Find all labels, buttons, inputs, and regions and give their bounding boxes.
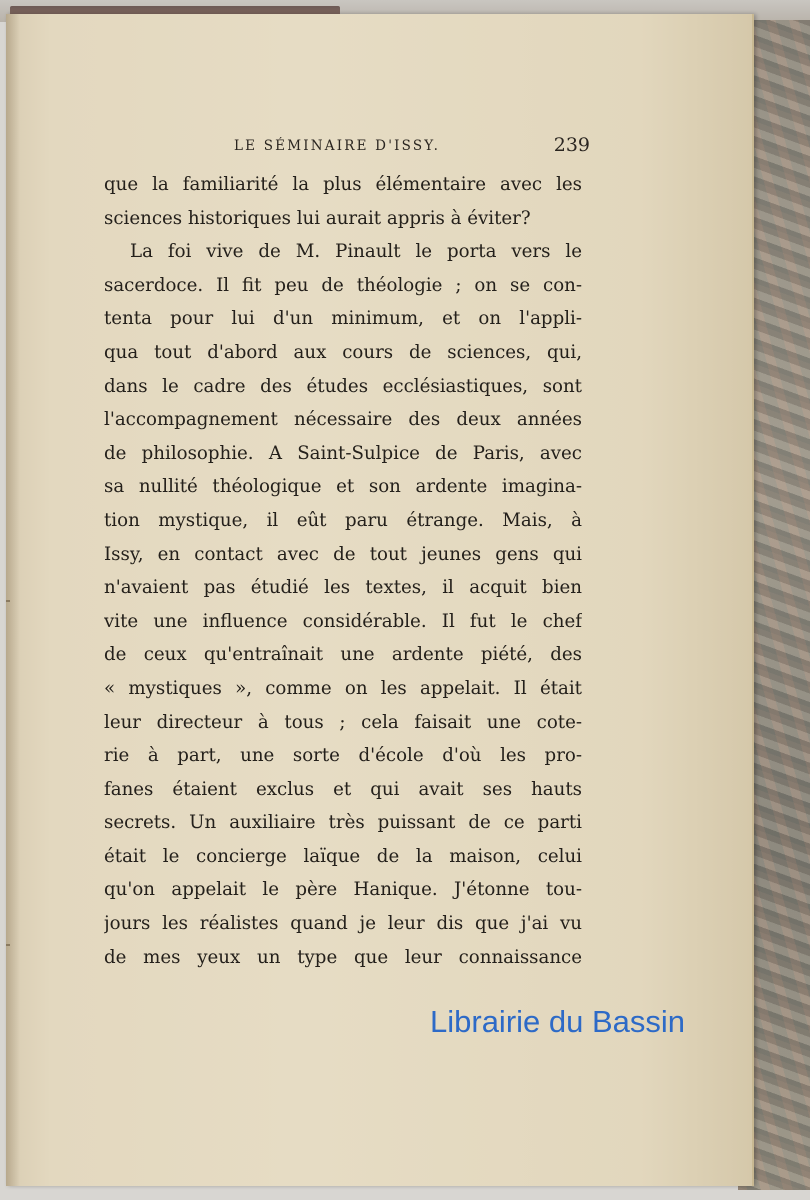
text-line: que la familiarité la plus élémentaire avec les (104, 174, 582, 195)
text-line: de mes yeux un type que leur connaissance (104, 946, 582, 968)
text-line: dans le cadre des études ecclésiastiques, sont (104, 375, 582, 397)
text-line: La foi vive de M. Pinault le porta vers le (130, 241, 582, 263)
watermark: Librairie du Bassin (430, 1004, 686, 1039)
text-line: vite une influence considérable. Il fut le chef (104, 610, 582, 632)
running-header (100, 136, 590, 160)
text-line: sciences historiques lui aurait appris à éviter? (104, 207, 531, 229)
text-line: leur directeur à tous ; cela faisait une cote- (104, 711, 582, 733)
text-line: « mystiques », comme on les appelait. Il était (104, 677, 582, 699)
text-line: Issy, en contact avec de tout jeunes gens qui (104, 543, 582, 565)
text-line: qua tout d'abord aux cours de sciences, qui, (104, 341, 582, 363)
text-line: n'avaient pas étudié les textes, il acquit bien (104, 577, 582, 599)
text-line: qu'on appelait le père Hanique. J'étonne tou- (104, 879, 582, 901)
text-line: fanes étaient exclus et qui avait ses hauts (104, 778, 582, 800)
text-line: de ceux qu'entraînait une ardente piété, des (104, 644, 582, 666)
text-line: de philosophie. A Saint-Sulpice de Paris, avec (104, 442, 582, 464)
gutter-mark (6, 600, 10, 602)
text-line: tenta pour lui d'un minimum, et on l'appli- (104, 308, 582, 330)
text-line: secrets. Un auxiliaire très puissant de ce parti (104, 812, 582, 834)
body-text (104, 168, 582, 974)
text-line: était le concierge laïque de la maison, celui (104, 845, 582, 867)
page-number: 239 (553, 134, 590, 156)
gutter-mark (6, 944, 10, 946)
text-line: l'accompagnement nécessaire des deux années (104, 409, 582, 431)
text-line: tion mystique, il eût paru étrange. Mais, à (104, 509, 582, 531)
text-line: rie à part, une sorte d'école d'où les pro- (104, 745, 582, 767)
text-line: jours les réalistes quand je leur dis que j'ai vu (104, 913, 582, 935)
text-line: sacerdoce. Il fit peu de théologie ; on se con- (104, 274, 582, 296)
text-line: sa nullité théologique et son ardente imagina- (104, 476, 582, 498)
running-title: LE SÉMINAIRE D'ISSY. (234, 138, 441, 154)
